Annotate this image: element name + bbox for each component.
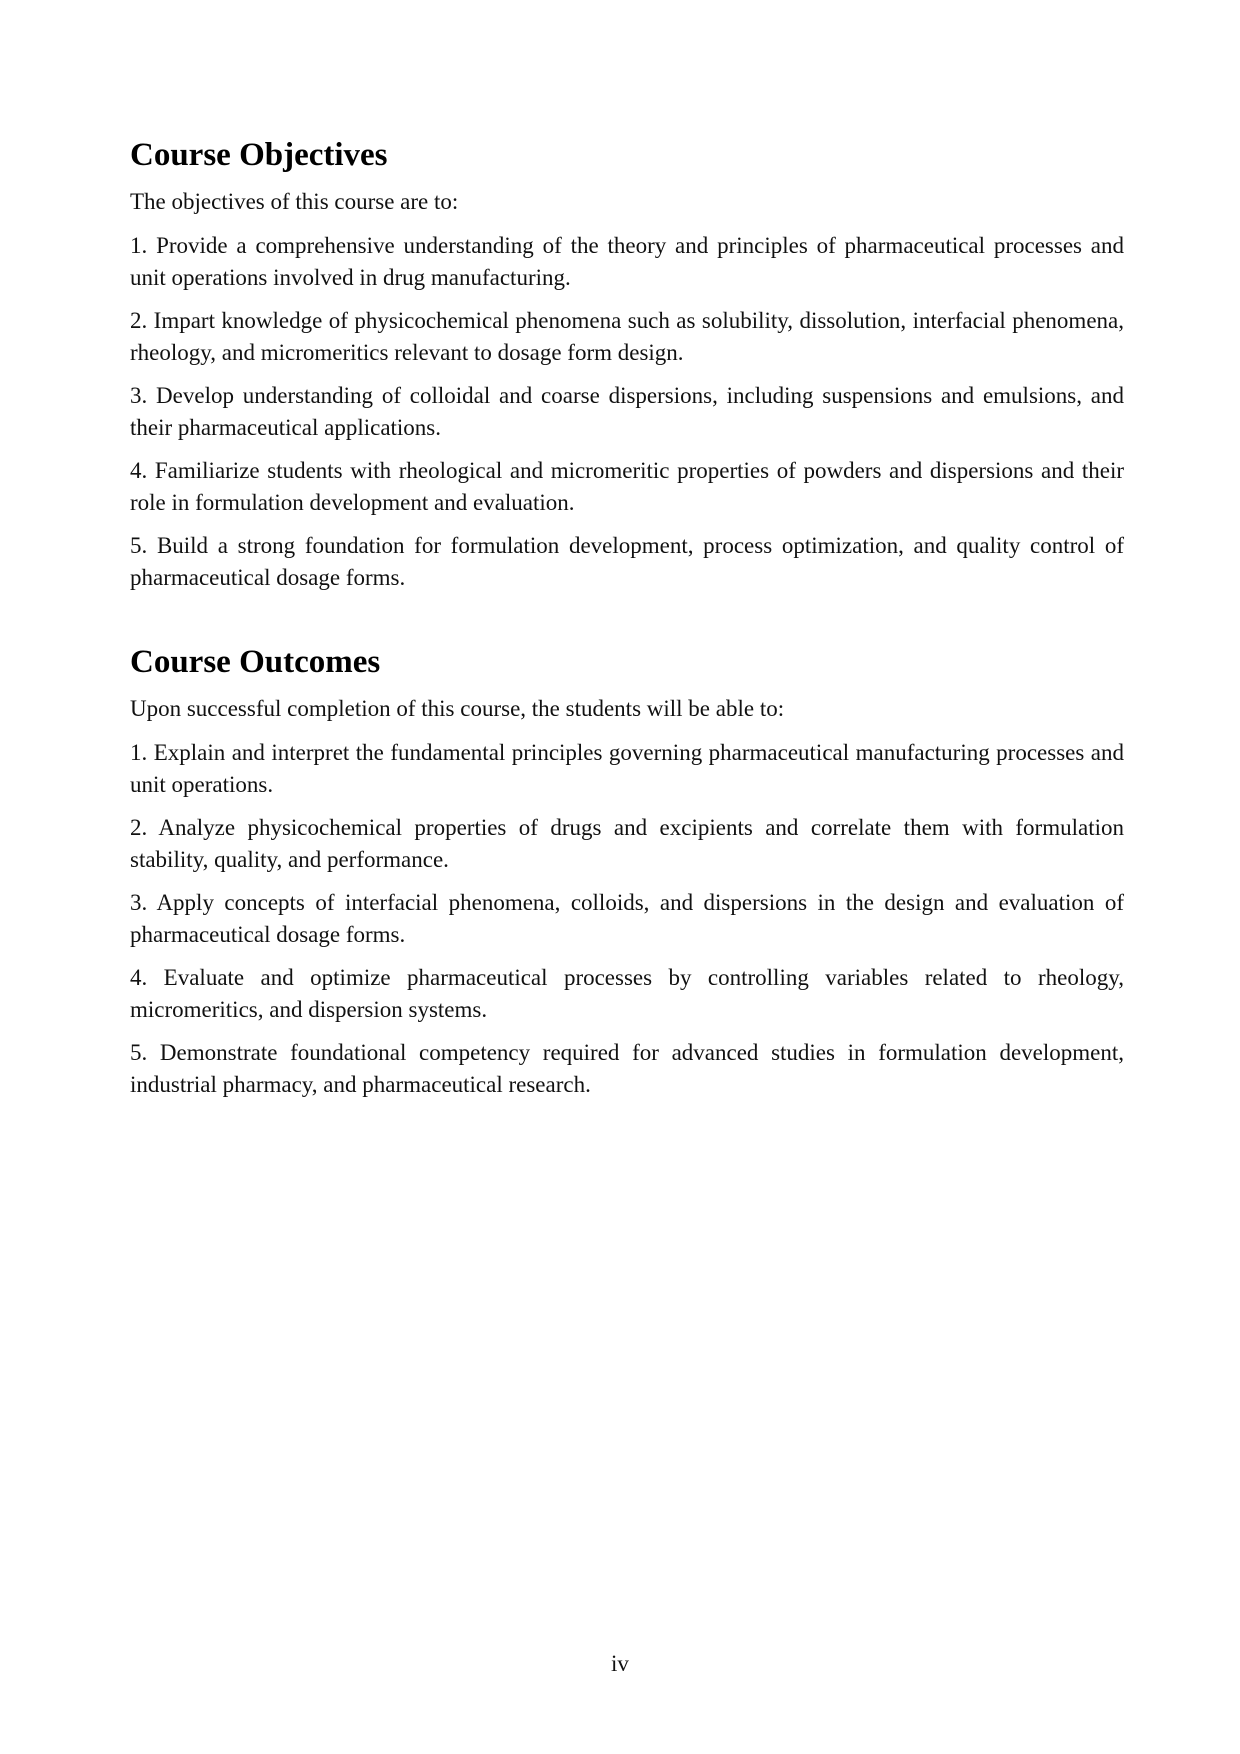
objective-item-1: 1. Provide a comprehensive understanding of the theory and principles of pharmaceutical processes and unit operations involved in drug manufacturing. [130,233,1124,290]
outcome-item-1: 1. Explain and interpret the fundamental principles governing pharmaceutical manufacturing processes and unit operations. [130,740,1124,797]
page-number: iv [611,1651,629,1676]
outcomes-intro: Upon successful completion of this course, the students will be able to: [130,696,785,721]
objectives-intro: The objectives of this course are to: [130,189,459,214]
outcome-item-3: 3. Apply concepts of interfacial phenomena, colloids, and dispersions in the design and evaluation of pharmaceutical dosage forms. [130,890,1124,947]
outcome-item-5: 5. Demonstrate foundational competency required for advanced studies in formulation development, industrial pharmacy, and pharmaceutical research. [130,1040,1124,1097]
outcomes-heading: Course Outcomes [130,644,381,680]
outcome-item-2: 2. Analyze physicochemical properties of drugs and excipients and correlate them with formulation stability, quality, and performance. [130,815,1124,872]
objective-item-4: 4. Familiarize students with rheological and micromeritic properties of powders and dispersions and their role in formulation development and evaluation. [130,458,1124,515]
objective-item-3: 3. Develop understanding of colloidal and coarse dispersions, including suspensions and emulsions, and their pharmaceutical applications. [130,383,1124,440]
outcome-item-4: 4. Evaluate and optimize pharmaceutical processes by controlling variables related to rheology, micromeritics, and dispersion systems. [130,965,1124,1022]
objective-item-5: 5. Build a strong foundation for formulation development, process optimization, and quality control of pharmaceutical dosage forms. [130,533,1124,590]
objective-item-2: 2. Impart knowledge of physicochemical phenomena such as solubility, dissolution, interfacial phenomena, rheology, and micromeritics relevant to dosage form design. [130,308,1124,365]
objectives-heading: Course Objectives [130,137,388,173]
